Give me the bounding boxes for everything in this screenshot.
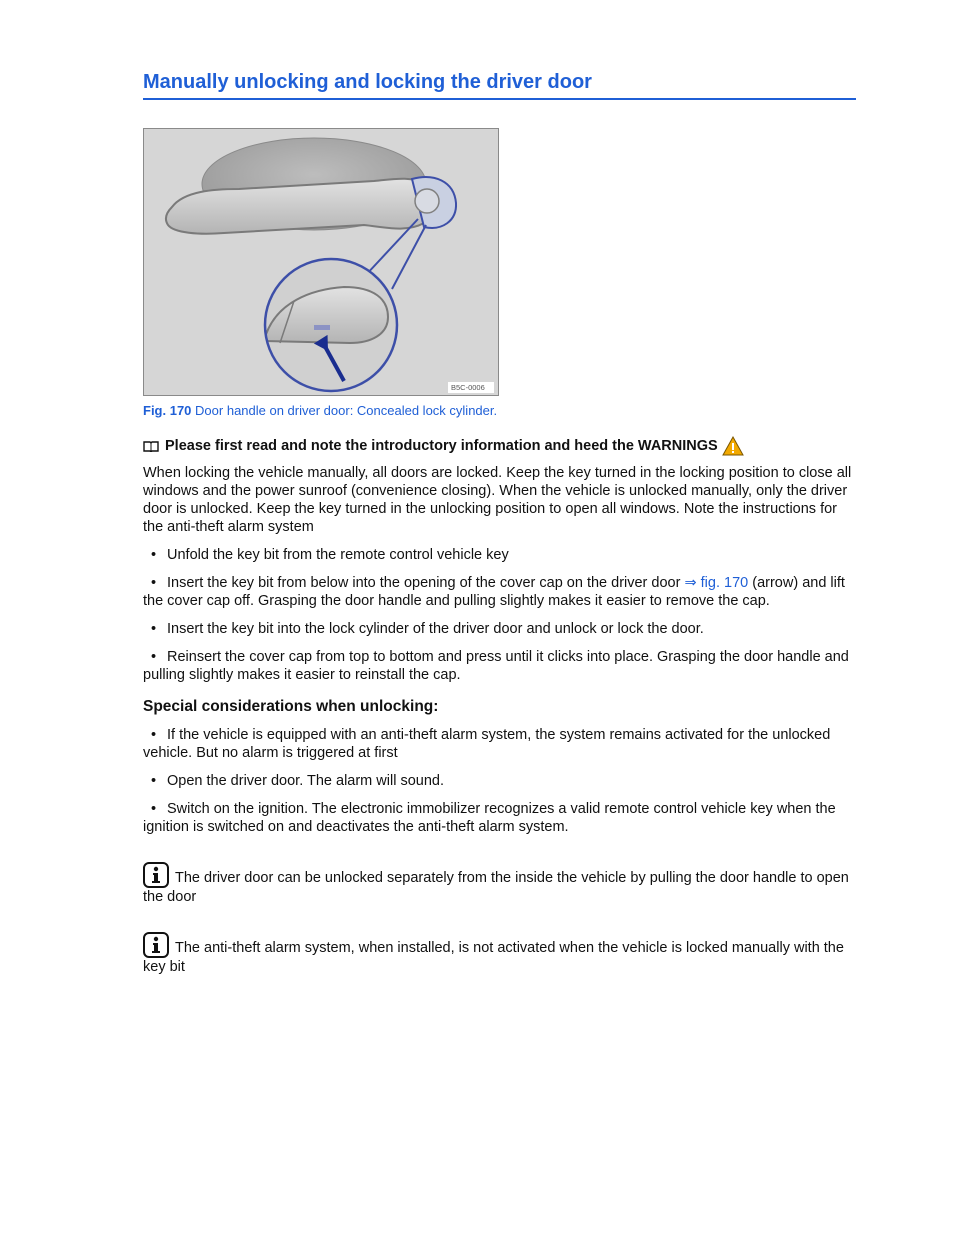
special-3-text: Switch on the ignition. The electronic immobilizer recognizes a valid remote control vehicle key when the ignition is switched on and deactivates the anti-theft alarm system. (143, 801, 836, 835)
door-handle-illustration (144, 129, 498, 395)
step-4: • Reinsert the cover cap from top to bottom and press until it clicks into place. Grasping the door handle and pulling slightly makes it easier to reinstall the cap. (143, 649, 849, 683)
special-1-text: If the vehicle is equipped with an anti-theft alarm system, the system remains activated for the unlocked vehicle. But no alarm is triggered at first (143, 727, 831, 761)
step-4-text: Reinsert the cover cap from top to bottom and press until it clicks into place. Grasping the door handle and pulling slightly makes it easier to reinstall the cap. (143, 649, 849, 683)
body (143, 436, 856, 986)
info-icon (143, 862, 169, 888)
note-2-text: The anti-theft alarm system, when installed, is not activated when the vehicle is locked manually with the key bit (143, 940, 844, 975)
note-2 (143, 932, 856, 976)
info-icon (143, 932, 169, 958)
step-2: • Insert the key bit from below into the opening of the cover cap on the driver door ⇒ fig. 170 (arrow) and lift the cover cap off. Grasping the door handle and pulling slightly makes it easier to remove the cap. (143, 575, 845, 609)
notice-text: Please first read and note the introductory information and heed the WARNINGS (165, 438, 718, 454)
special-heading: Special considerations when unlocking: (143, 698, 439, 715)
special-3: • Switch on the ignition. The electronic immobilizer recognizes a valid remote control vehicle key when the ignition is switched on and deactivates the anti-theft alarm system. (143, 801, 836, 835)
notice-line (143, 436, 856, 456)
figure-code: B5C-0006 (451, 383, 485, 392)
special-2: • Open the driver door. The alarm will sound. (151, 773, 444, 789)
step-3-text: Insert the key bit into the lock cylinder of the driver door and unlock or lock the door. (167, 621, 704, 637)
caption-label: Fig. 170 (143, 403, 192, 418)
note-1 (143, 862, 856, 906)
step-2-text-rest: (arrow) and lift the cover cap off. Grasping the door handle and pulling slightly makes it easier to remove the cap. (143, 575, 845, 609)
figure-door-handle (143, 128, 499, 396)
step-2-text: Insert the key bit from below into the opening of the cover cap on the driver door (167, 575, 685, 591)
step-3: • Insert the key bit into the lock cylinder of the driver door and unlock or lock the door. (151, 621, 704, 637)
special-2-text: Open the driver door. The alarm will sound. (167, 773, 444, 789)
warning-icon (722, 436, 744, 456)
note-1-text: The driver door can be unlocked separately from the inside the vehicle by pulling the door handle to open the door (143, 870, 849, 905)
step-1-text: Unfold the key bit from the remote control vehicle key (167, 547, 509, 563)
book-icon (143, 440, 159, 452)
step-1: • Unfold the key bit from the remote control vehicle key (151, 547, 509, 563)
caption-text: Door handle on driver door: Concealed lock cylinder. (195, 403, 498, 418)
page-title: Manually unlocking and locking the driver door (143, 70, 856, 100)
figure-caption (143, 403, 497, 418)
fig-170-link[interactable]: ⇒ fig. 170 (684, 575, 749, 591)
intro-paragraph: When locking the vehicle manually, all doors are locked. Keep the key turned in the locking position to close all windows and the power sunroof (convenience closing). When the vehicle is unlocked manually, only the driver door is unlocked. Keep the key turned in the unlocking position to open all windows. Note the instructions for the anti-theft alarm system (143, 465, 852, 535)
special-1: • If the vehicle is equipped with an anti-theft alarm system, the system remains activated for the unlocked vehicle. But no alarm is triggered at first (143, 727, 831, 761)
